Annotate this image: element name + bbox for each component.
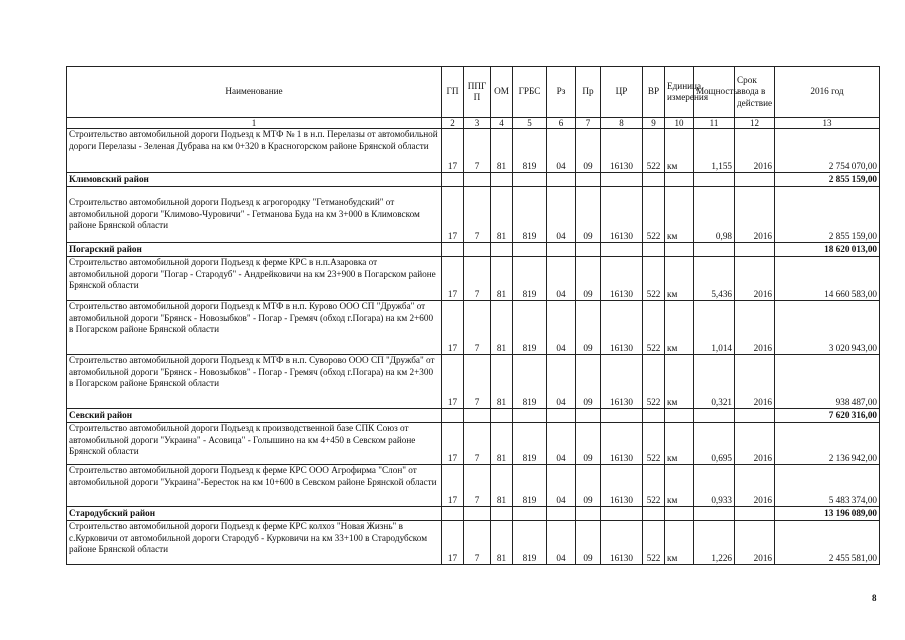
header-vr: ВР <box>643 67 665 118</box>
row-cs: 16130 <box>601 423 643 465</box>
row-cs: 16130 <box>601 257 643 301</box>
header-cs: ЦР <box>601 67 643 118</box>
budget-table <box>66 66 880 565</box>
row-power: 1,226 <box>694 521 735 565</box>
row-power: 1,155 <box>694 129 735 173</box>
district-name: Севский район <box>67 409 442 423</box>
row-unit: км <box>665 465 694 507</box>
table-row <box>67 423 880 465</box>
row-unit: км <box>665 129 694 173</box>
row-unit: км <box>665 423 694 465</box>
header-om: ОМ <box>491 67 513 118</box>
col-number: 1 <box>67 118 442 129</box>
row-amount: 2 455 581,00 <box>775 521 880 565</box>
row-om: 81 <box>491 423 513 465</box>
row-cs: 16130 <box>601 301 643 355</box>
row-gp: 17 <box>442 187 464 243</box>
row-name: Строительство автомобильной дороги Подъезд к производственной базе СПК Союз от автомобильной дороги "Украина" - Асовица" - Голышино на км 4+450 в Севском районе Брянской области <box>67 423 442 465</box>
header-rz: Рз <box>547 67 576 118</box>
row-vr: 522 <box>643 355 665 409</box>
col-number: 7 <box>576 118 601 129</box>
row-rz: 04 <box>547 465 576 507</box>
row-cs: 16130 <box>601 187 643 243</box>
row-pr: 09 <box>576 187 601 243</box>
row-unit: км <box>665 355 694 409</box>
district-row <box>67 409 880 423</box>
page-number: 8 <box>872 593 877 603</box>
row-year: 2016 <box>735 187 775 243</box>
col-number: 5 <box>513 118 547 129</box>
col-number: 13 <box>775 118 880 129</box>
district-total: 18 620 013,00 <box>775 243 880 257</box>
row-unit: км <box>665 187 694 243</box>
row-pr: 09 <box>576 257 601 301</box>
row-power: 0,321 <box>694 355 735 409</box>
row-amount: 2 136 942,00 <box>775 423 880 465</box>
header-unit: Единица измерения <box>665 67 694 118</box>
row-grbs: 819 <box>513 129 547 173</box>
table-body <box>67 129 880 565</box>
row-pr: 09 <box>576 465 601 507</box>
district-row <box>67 243 880 257</box>
row-om: 81 <box>491 129 513 173</box>
col-number: 8 <box>601 118 643 129</box>
header-gp: ГП <box>442 67 464 118</box>
row-rz: 04 <box>547 301 576 355</box>
row-year: 2016 <box>735 355 775 409</box>
row-cs: 16130 <box>601 129 643 173</box>
row-ppgp: 7 <box>464 355 491 409</box>
row-ppgp: 7 <box>464 465 491 507</box>
district-total: 2 855 159,00 <box>775 173 880 187</box>
row-pr: 09 <box>576 355 601 409</box>
row-grbs: 819 <box>513 355 547 409</box>
header-grbs: ГРБС <box>513 67 547 118</box>
col-number: 12 <box>735 118 775 129</box>
row-amount: 938 487,00 <box>775 355 880 409</box>
row-gp: 17 <box>442 257 464 301</box>
row-amount: 2 754 070,00 <box>775 129 880 173</box>
district-total: 13 196 089,00 <box>775 507 880 521</box>
row-pr: 09 <box>576 301 601 355</box>
row-year: 2016 <box>735 521 775 565</box>
row-ppgp: 7 <box>464 129 491 173</box>
table-row <box>67 257 880 301</box>
col-number: 2 <box>442 118 464 129</box>
col-number: 3 <box>464 118 491 129</box>
row-name: Строительство автомобильной дороги Подъезд к ферме КРС колхоз "Новая Жизнь" в с.Курковичи от автомобильной дороги Стародуб - Курковичи на км 33+100 в Стародубском районе Брянской области <box>67 521 442 565</box>
column-number-row <box>67 118 880 129</box>
row-rz: 04 <box>547 257 576 301</box>
row-gp: 17 <box>442 465 464 507</box>
header-deadline: Срок ввода в действие <box>735 67 775 118</box>
row-ppgp: 7 <box>464 187 491 243</box>
table-row <box>67 521 880 565</box>
row-vr: 522 <box>643 257 665 301</box>
col-number: 9 <box>643 118 665 129</box>
row-vr: 522 <box>643 129 665 173</box>
row-power: 0,98 <box>694 187 735 243</box>
row-pr: 09 <box>576 423 601 465</box>
row-rz: 04 <box>547 521 576 565</box>
district-name: Стародубский район <box>67 507 442 521</box>
row-grbs: 819 <box>513 521 547 565</box>
row-name: Строительство автомобильной дороги Подъезд к ферме КРС ООО Агрофирма "Слон" от автомобильной дороги "Украина"-Бересток на км 10+600 в Севском районе Брянской области <box>67 465 442 507</box>
row-rz: 04 <box>547 187 576 243</box>
row-om: 81 <box>491 257 513 301</box>
row-gp: 17 <box>442 355 464 409</box>
row-cs: 16130 <box>601 465 643 507</box>
district-row <box>67 507 880 521</box>
row-grbs: 819 <box>513 301 547 355</box>
header-name: Наименование <box>67 67 442 118</box>
row-power: 0,695 <box>694 423 735 465</box>
district-row <box>67 173 880 187</box>
row-name: Строительство автомобильной дороги Подъезд к МТФ в н.п. Суворово ООО СП "Дружба" от автомобильной дороги "Брянск - Новозыбков" - Погар - Гремяч (обход г.Погара) на км 2+300 в Погарском районе Брянской области <box>67 355 442 409</box>
row-ppgp: 7 <box>464 423 491 465</box>
header-ppgp: ППГП <box>464 67 491 118</box>
row-cs: 16130 <box>601 355 643 409</box>
row-grbs: 819 <box>513 257 547 301</box>
row-om: 81 <box>491 521 513 565</box>
row-vr: 522 <box>643 521 665 565</box>
row-ppgp: 7 <box>464 257 491 301</box>
row-rz: 04 <box>547 423 576 465</box>
row-unit: км <box>665 521 694 565</box>
row-gp: 17 <box>442 129 464 173</box>
row-grbs: 819 <box>513 187 547 243</box>
row-power: 0,933 <box>694 465 735 507</box>
district-total: 7 620 316,00 <box>775 409 880 423</box>
row-grbs: 819 <box>513 465 547 507</box>
header-year: 2016 год <box>775 67 880 118</box>
row-rz: 04 <box>547 355 576 409</box>
table-row <box>67 301 880 355</box>
row-om: 81 <box>491 301 513 355</box>
row-unit: км <box>665 301 694 355</box>
table-row <box>67 187 880 243</box>
row-amount: 3 020 943,00 <box>775 301 880 355</box>
row-year: 2016 <box>735 257 775 301</box>
row-year: 2016 <box>735 423 775 465</box>
row-name: Строительство автомобильной дороги Подъезд к МТФ № 1 в н.п. Перелазы от автомобильной дороги Перелазы - Зеленая Дубрава на км 0+320 в Красногорском районе Брянской области <box>67 129 442 173</box>
row-amount: 14 660 583,00 <box>775 257 880 301</box>
district-name: Климовский район <box>67 173 442 187</box>
row-name: Строительство автомобильной дороги Подъезд к агрогородку "Гетманобудский" от автомобильной дороги "Климово-Чуровичи" - Гетманова Буда на км 3+000 в Климовском районе Брянской области <box>67 187 442 243</box>
header-row <box>67 67 880 118</box>
row-grbs: 819 <box>513 423 547 465</box>
row-cs: 16130 <box>601 521 643 565</box>
row-om: 81 <box>491 355 513 409</box>
row-gp: 17 <box>442 301 464 355</box>
district-name: Погарский район <box>67 243 442 257</box>
row-om: 81 <box>491 187 513 243</box>
col-number: 6 <box>547 118 576 129</box>
row-year: 2016 <box>735 465 775 507</box>
row-ppgp: 7 <box>464 521 491 565</box>
row-ppgp: 7 <box>464 301 491 355</box>
row-year: 2016 <box>735 301 775 355</box>
col-number: 11 <box>694 118 735 129</box>
row-pr: 09 <box>576 521 601 565</box>
row-amount: 2 855 159,00 <box>775 187 880 243</box>
row-name: Строительство автомобильной дороги Подъезд к МТФ в н.п. Курово ООО СП "Дружба" от автомобильной дороги "Брянск - Новозыбков" - Погар - Гремяч (обход г.Погара) на км 2+600 в Погарском районе Брянской области <box>67 301 442 355</box>
header-power: Мощность <box>694 67 735 118</box>
row-amount: 5 483 374,00 <box>775 465 880 507</box>
row-vr: 522 <box>643 187 665 243</box>
table-row <box>67 465 880 507</box>
row-gp: 17 <box>442 521 464 565</box>
row-year: 2016 <box>735 129 775 173</box>
row-vr: 522 <box>643 423 665 465</box>
row-om: 81 <box>491 465 513 507</box>
col-number: 4 <box>491 118 513 129</box>
col-number: 10 <box>665 118 694 129</box>
row-vr: 522 <box>643 301 665 355</box>
row-rz: 04 <box>547 129 576 173</box>
header-pr: Пр <box>576 67 601 118</box>
row-power: 1,014 <box>694 301 735 355</box>
row-pr: 09 <box>576 129 601 173</box>
row-power: 5,436 <box>694 257 735 301</box>
row-name: Строительство автомобильной дороги Подъезд к ферме КРС в н.п.Азаровка от автомобильной дороги "Погар - Стародуб" - Андрейковичи на км 23+900 в Погарском районе Брянской области <box>67 257 442 301</box>
row-vr: 522 <box>643 465 665 507</box>
row-unit: км <box>665 257 694 301</box>
table-row <box>67 355 880 409</box>
table-row <box>67 129 880 173</box>
row-gp: 17 <box>442 423 464 465</box>
